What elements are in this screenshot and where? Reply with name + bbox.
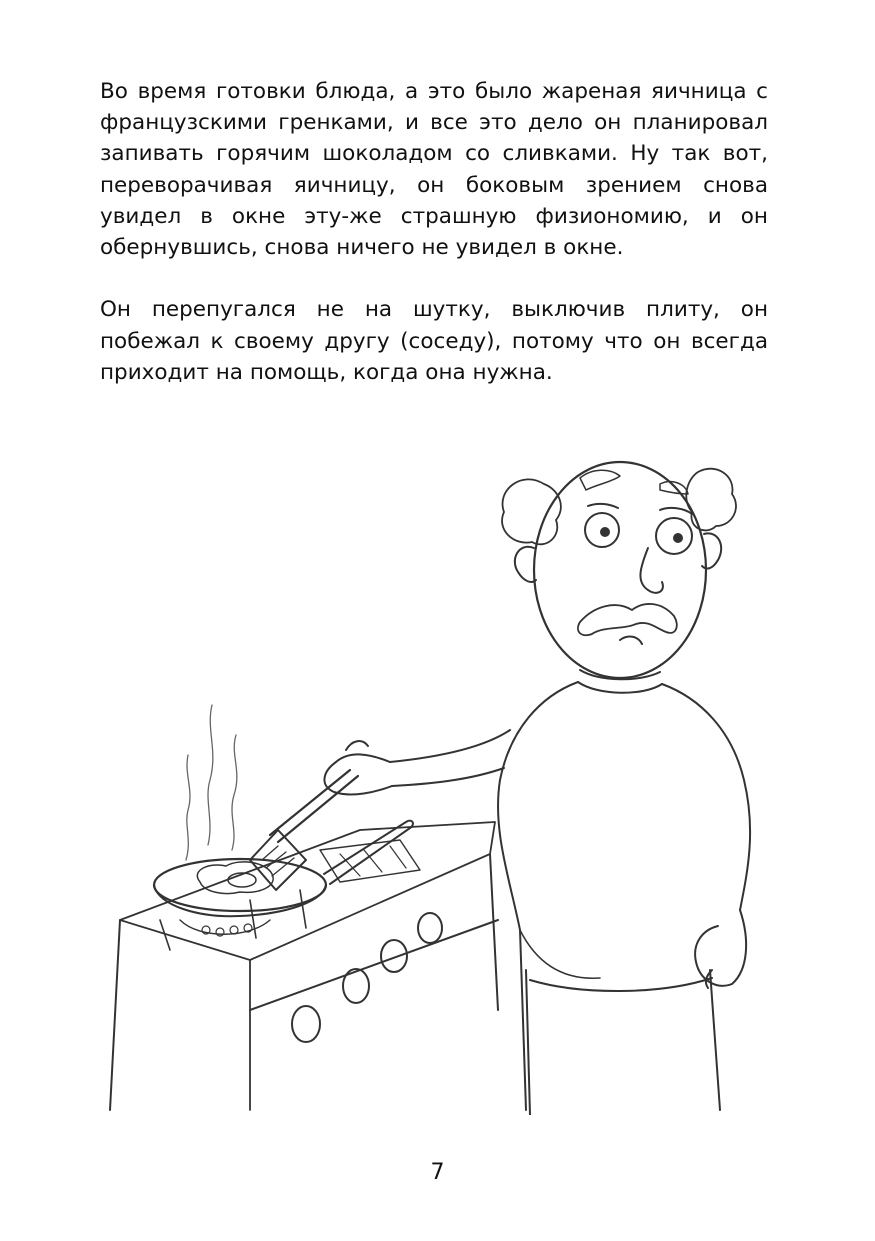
paragraph-2: Он перепугался не на шутку, выключив плиту, он побежал к своему другу (соседу), потому что он всегда приходит на помощь, когда она нужна. <box>100 297 768 385</box>
text-block <box>100 76 768 388</box>
torso <box>498 682 750 1115</box>
head <box>502 462 736 693</box>
stove <box>110 822 498 1110</box>
steam-lines <box>186 705 237 860</box>
paragraph-1: Во время готовки блюда, а это было жареная яичница с французскими гренками, и все это дело он планировал запивать горячим шоколадом со сливками. Ну так вот, переворачивая яичницу, он боковым зрением снова увидел в окне эту-же страшную физиономию, и он обернувшись, снова ничего не увидел в окне. <box>100 79 768 261</box>
page-number: 7 <box>430 1160 445 1185</box>
hand-at-side <box>695 910 746 988</box>
illustration-man-cooking <box>100 450 780 1115</box>
arm-with-spatula <box>250 730 510 890</box>
